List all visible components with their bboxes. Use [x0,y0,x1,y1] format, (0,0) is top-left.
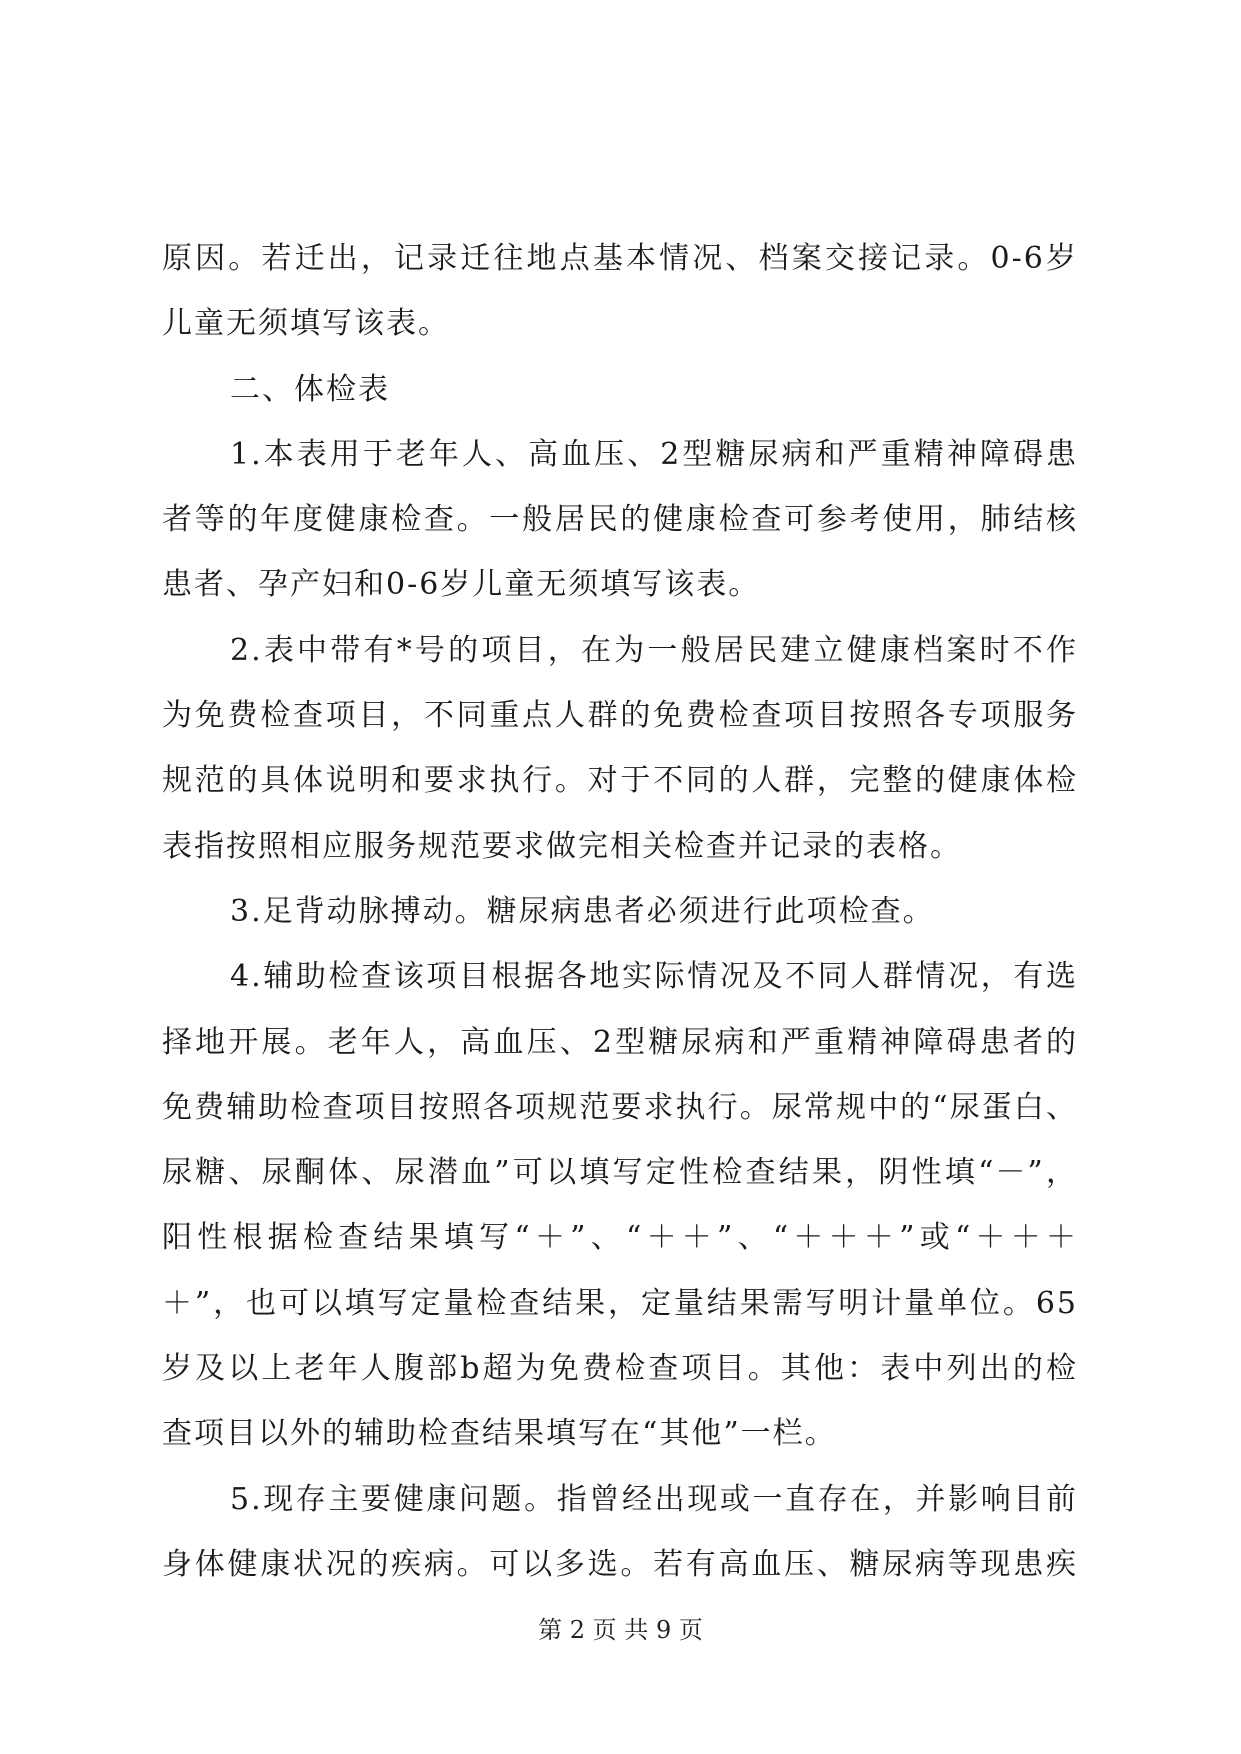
text-line: 5.现存主要健康问题。指曾经出现或一直存在，并影响目前 [230,1481,1078,1517]
text-line: 免费辅助检查项目按照各项规范要求执行。尿常规中的“尿蛋白、 [162,1089,1078,1125]
text-line: 原因。若迁出，记录迁往地点基本情况、档案交接记录。0-6岁 [162,241,1078,276]
text-line: 患者、孕产妇和0-6岁儿童无须填写该表。 [162,567,761,603]
text-line: 规范的具体说明和要求执行。对于不同的人群，完整的健康体检 [162,763,1078,799]
text-line: 儿童无须填写该表。 [162,306,450,342]
text-line: 3.足背动脉搏动。糖尿病患者必须进行此项检查。 [230,893,935,929]
page-number-footer: 第 2 页 共 9 页 [538,1616,703,1644]
text-line: 阳性根据检查结果填写“＋”、“＋＋”、“＋＋＋”或“＋＋＋ [162,1220,1078,1256]
document-body [162,226,1078,1597]
text-line: 4.辅助检查该项目根据各地实际情况及不同人群情况，有选 [230,959,1078,995]
text-line: 岁及以上老年人腹部b超为免费检查项目。其他：表中列出的检 [162,1351,1078,1387]
text-line: 查项目以外的辅助检查结果填写在“其他”一栏。 [162,1416,837,1452]
section-heading: 二、体检表 [230,371,390,407]
text-line: 者等的年度健康检查。一般居民的健康检查可参考使用，肺结核 [162,502,1078,538]
text-line: 表指按照相应服务规范要求做完相关检查并记录的表格。 [162,828,962,864]
text-line: 2.表中带有*号的项目，在为一般居民建立健康档案时不作 [230,632,1078,668]
text-line: 择地开展。老年人，高血压、2型糖尿病和严重精神障碍患者的 [162,1024,1078,1060]
text-line: 尿糖、尿酮体、尿潜血”可以填写定性检查结果，阴性填“－”， [162,1155,1078,1191]
text-line: 为免费检查项目，不同重点人群的免费检查项目按照各专项服务 [162,698,1078,734]
text-line: 1.本表用于老年人、高血压、2型糖尿病和严重精神障碍患 [230,436,1078,472]
text-line: 身体健康状况的疾病。可以多选。若有高血压、糖尿病等现患疾 [162,1546,1078,1582]
text-line: ＋”，也可以填写定量检查结果，定量结果需写明计量单位。65 [162,1285,1078,1321]
